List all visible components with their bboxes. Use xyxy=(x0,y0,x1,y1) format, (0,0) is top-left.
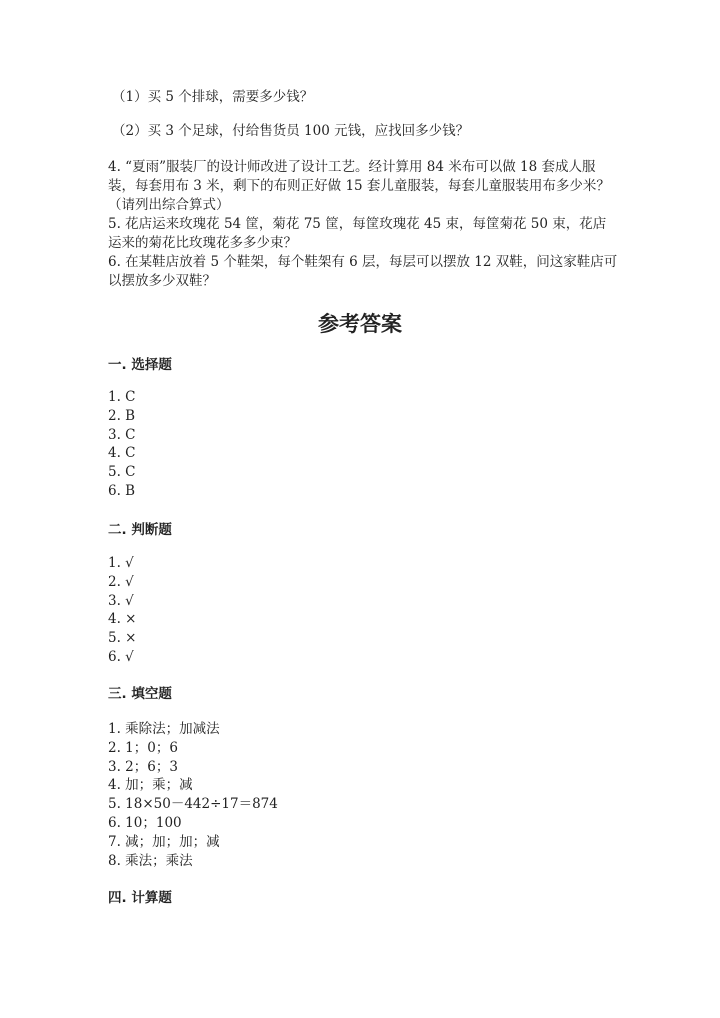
answer-item: 5. × xyxy=(108,630,137,647)
answer-item: 3. C xyxy=(108,426,136,443)
answer-item: 2. 1；0；6 xyxy=(108,739,178,756)
answer-item: 4. × xyxy=(108,611,137,628)
answer-item: 5. C xyxy=(108,464,136,481)
question-5: 5. 花店运来玫瑰花 54 筐，菊花 75 筐，每筐玫瑰花 45 束，每筐菊花 50 束，花店运来的菊花比玫瑰花多多少束？ xyxy=(108,216,607,251)
answer-item: 3. √ xyxy=(108,592,134,609)
answer-item: 2. B xyxy=(108,407,136,424)
answer-item: 4. 加；乘；减 xyxy=(108,777,193,794)
question-4: 4. “夏雨”服装厂的设计师改进了设计工艺。经计算用 84 米布可以做 18 套成人服装，每套用布 3 米，剩下的布则正好做 15 套儿童服装，每套儿童服装用布多少米？（请列出综合算式） xyxy=(108,159,610,213)
question-6: 6. 在某鞋店放着 5 个鞋架，每个鞋架有 6 层，每层可以摆放 12 双鞋，问这家鞋店可以摆放多少双鞋？ xyxy=(108,254,618,289)
answer-item: 8. 乘法；乘法 xyxy=(108,852,193,869)
answer-item: 4. C xyxy=(108,445,136,462)
answer-item: 6. B xyxy=(108,482,136,499)
choice-answers xyxy=(108,388,618,501)
answer-item: 6. √ xyxy=(108,648,134,665)
question-3-part-1: （1）买 5 个排球，需要多少钱？ xyxy=(112,89,314,105)
answer-item: 2. √ xyxy=(108,573,134,590)
answer-item: 1. 乘除法；加减法 xyxy=(108,721,220,737)
answer-item: 7. 减；加；加；减 xyxy=(108,833,220,850)
answer-item: 3. 2；6；3 xyxy=(108,758,178,775)
question-3-part-2: （2）买 3 个足球，付给售货员 100 元钱，应找回多少钱？ xyxy=(112,123,470,139)
section-heading-fill-blank: 三. 填空题 xyxy=(108,686,172,702)
judgement-answers xyxy=(108,554,618,667)
answer-item: 6. 10；100 xyxy=(108,814,182,831)
answer-item: 5. 18×50－442÷17＝874 xyxy=(108,796,278,813)
section-heading-choice: 一. 选择题 xyxy=(108,357,172,373)
fill-blank-answers xyxy=(108,720,618,870)
answer-item: 1. C xyxy=(108,389,136,405)
answers-title: 参考答案 xyxy=(318,312,402,336)
answer-item: 1. √ xyxy=(108,555,134,571)
section-heading-judgement: 二. 判断题 xyxy=(108,522,172,538)
section-heading-calculation: 四. 计算题 xyxy=(108,890,172,906)
